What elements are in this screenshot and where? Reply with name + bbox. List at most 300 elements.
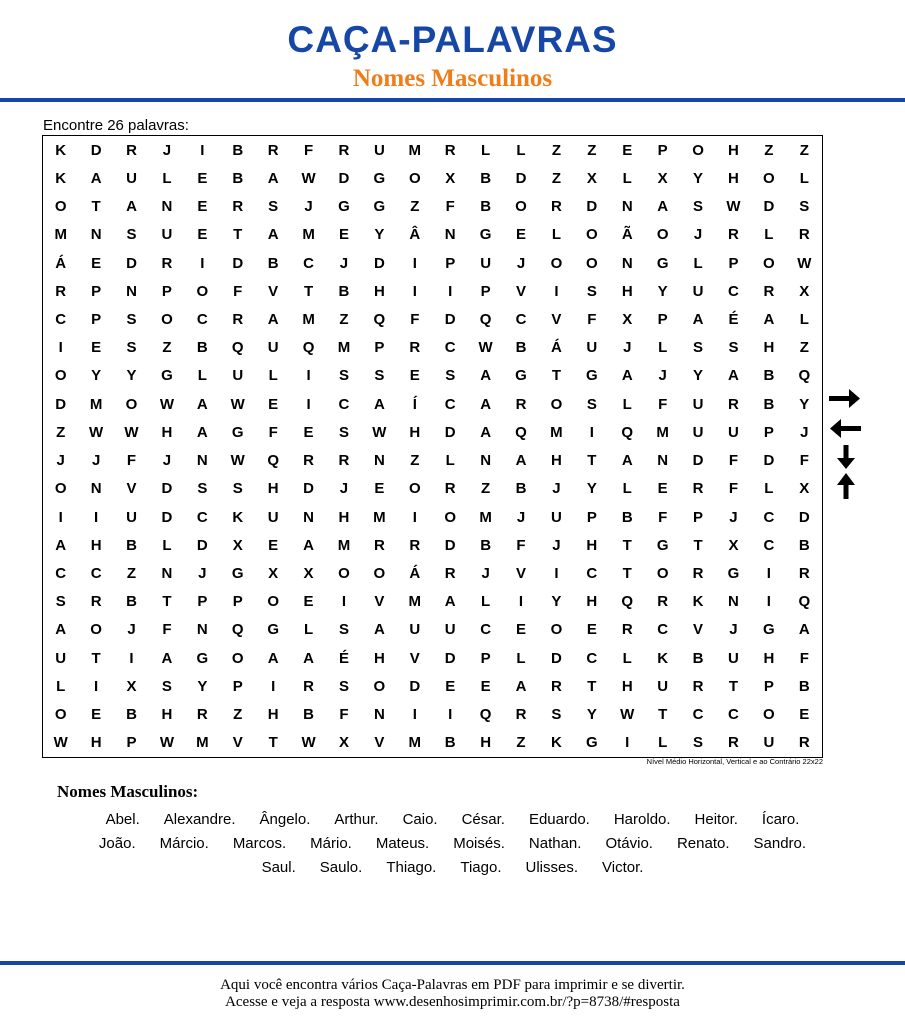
grid-cell: E [197,226,208,244]
grid-cell: I [306,367,311,385]
grid-cell: O [515,198,527,216]
grid-cell: B [196,339,208,357]
grid-cell: V [516,282,527,300]
grid-cell: Á [551,339,562,357]
grid-cell: H [551,452,562,470]
page-subtitle: Nomes Masculinos [352,65,553,92]
grid-cell: E [480,677,491,695]
grid-cell: B [480,198,492,216]
grid-cell: P [657,310,668,328]
grid-cell: D [373,254,385,272]
grid-cell: L [481,141,491,159]
grid-cell: C [657,621,669,639]
grid-cell: W [89,423,104,441]
grid-cell: F [658,395,668,413]
grid-cell: E [657,480,668,498]
grid-cell: Q [621,593,634,611]
grid-cell: U [763,734,775,752]
grid-cell: Q [231,621,244,639]
grid-cell: E [374,480,385,498]
grid-cell: U [55,649,67,667]
grid-cell: J [516,508,526,526]
grid-cell: B [798,677,810,695]
grid-cell: L [445,452,455,470]
grid-cell: X [303,565,314,583]
grid-cell: H [586,593,598,611]
grid-cell: W [372,423,387,441]
grid-cell: X [338,734,349,752]
grid-cell: D [444,423,456,441]
word-item: Tiago. [460,859,502,876]
grid-cell: Z [410,452,420,470]
grid-cell: J [800,423,809,441]
grid-cell: X [232,536,243,554]
grid-cell: E [445,677,456,695]
grid-cell: M [337,339,351,357]
grid-cell: H [763,649,775,667]
grid-cell: É [728,310,739,328]
word-item: Ulisses. [525,859,579,876]
grid-cell: G [656,254,669,272]
grid-cell: W [159,734,174,752]
grid-cell: N [728,593,739,611]
grid-cell: F [339,706,349,724]
grid-cell: O [408,169,421,187]
grid-cell: S [197,480,208,498]
grid-cell: G [585,734,598,752]
grid-cell: A [480,395,492,413]
grid-cell: L [764,226,774,244]
grid-cell: D [798,508,810,526]
grid-cell: Q [479,310,492,328]
grid-cell: X [799,282,810,300]
grid-cell: V [693,621,704,639]
grid-cell: C [303,254,314,272]
grid-cell: G [656,536,669,554]
grid-cell: F [728,480,739,498]
grid-cell: C [90,565,102,583]
grid-cell: I [412,706,417,724]
grid-cell: O [196,282,209,300]
grid-cell: Z [551,141,561,159]
grid-cell: J [693,226,703,244]
grid-cell: E [268,395,279,413]
grid-cell: W [53,734,68,752]
letter-grid [42,135,823,758]
grid-cell: Z [799,141,809,159]
grid-cell: B [515,339,527,357]
grid-cell: M [196,734,209,752]
grid-cell: D [444,310,456,328]
grid-cell: T [622,565,632,583]
grid-cell: O [763,254,775,272]
grid-cell: R [551,677,562,695]
grid-cell: F [799,452,809,470]
grid-cell: A [621,367,633,385]
grid-cell: T [303,282,314,300]
grid-cell: F [126,452,137,470]
grid-cell: Y [586,706,597,724]
word-item: Eduardo. [528,811,590,828]
grid-cell: Z [587,141,597,159]
word-item: Mário. [310,835,352,852]
grid-cell: S [551,706,562,724]
grid-cell: Z [56,423,66,441]
word-item: Thiago. [386,859,437,876]
grid-cell: R [196,706,208,724]
grid-cell: Z [339,310,349,328]
grid-cell: O [231,649,244,667]
arrow-right-icon [829,389,860,408]
grid-cell: E [91,254,102,272]
grid-cell: F [268,423,278,441]
grid-cell: A [126,198,137,216]
grid-cell: Q [798,367,811,385]
grid-cell: E [516,226,527,244]
grid-cell: D [692,452,704,470]
grid-cell: P [197,593,208,611]
grid-cell: W [124,423,139,441]
grid-cell: D [338,169,350,187]
grid-cell: O [656,565,669,583]
grid-cell: G [231,565,244,583]
word-item: Arthur. [334,811,379,828]
grid-cell: T [233,226,243,244]
grid-cell: M [54,226,67,244]
grid-cell: A [480,423,492,441]
grid-cell: D [586,198,598,216]
grid-cell: A [480,367,492,385]
grid-cell: L [268,367,278,385]
grid-cell: E [409,367,420,385]
grid-cell: S [338,677,349,695]
grid-cell: Z [233,706,243,724]
grid-cell: W [726,198,741,216]
grid-cell: Y [586,480,597,498]
grid-cell: O [125,395,138,413]
grid-cell: R [728,226,739,244]
grid-cell: R [232,310,244,328]
grid-cell: S [586,282,597,300]
grid-cell: A [55,621,67,639]
grid-cell: R [373,536,385,554]
grid-cell: L [516,649,526,667]
grid-cell: R [515,395,527,413]
grid-cell: O [161,310,173,328]
grid-cell: O [444,508,457,526]
grid-cell: Y [126,367,137,385]
grid-cell: A [161,649,173,667]
grid-cell: J [56,452,65,470]
grid-cell: G [161,367,173,385]
grid-cell: É [338,649,349,667]
grid-cell: Z [516,734,526,752]
grid-cell: J [552,536,561,554]
grid-cell: B [798,536,810,554]
grid-cell: R [798,734,810,752]
grid-cell: A [196,423,208,441]
grid-cell: J [91,452,101,470]
grid-cell: C [444,395,456,413]
grid-cell: J [623,339,632,357]
grid-cell: E [197,198,208,216]
grid-cell: L [56,677,66,695]
grid-cell: U [373,141,385,159]
grid-cell: R [161,254,173,272]
grid-cell: R [728,734,739,752]
grid-cell: R [692,677,704,695]
grid-cell: H [621,282,633,300]
word-item: Otávio. [605,835,653,852]
grid-cell: Á [55,254,67,272]
grid-cell: B [480,169,492,187]
word-item: Ícaro. [761,811,800,828]
grid-cell: W [301,734,316,752]
grid-cell: Q [621,423,634,441]
page-title: CAÇA-PALAVRAS [287,19,618,60]
grid-cell: P [126,734,137,752]
grid-cell: D [763,452,775,470]
grid-cell: U [267,508,279,526]
grid-cell: S [338,621,349,639]
grid-cell: O [585,226,598,244]
word-item: João. [98,835,136,852]
grid-cell: G [763,621,775,639]
grid-cell: M [408,141,422,159]
grid-cell: J [198,565,207,583]
grid-cell: M [89,395,103,413]
grid-cell: L [799,169,809,187]
direction-arrows [826,385,866,500]
grid-cell: A [763,310,775,328]
grid-cell: U [692,282,704,300]
grid-cell: P [232,593,243,611]
grid-cell: U [692,395,704,413]
word-item: Marcos. [232,835,287,852]
grid-cell: E [91,339,102,357]
grid-cell: H [373,649,385,667]
grid-cell: B [763,395,775,413]
grid-cell: A [515,452,527,470]
grid-cell: A [55,536,67,554]
grid-cell: B [515,480,527,498]
grid-cell: N [621,198,633,216]
grid-cell: A [303,649,314,667]
grid-cell: Q [515,423,527,441]
grid-cell: L [622,395,632,413]
grid-cell: F [445,198,455,216]
grid-cell: E [516,621,527,639]
grid-cell: B [480,536,492,554]
grid-cell: I [271,677,276,695]
grid-cell: P [161,282,172,300]
grid-cell: W [797,254,812,272]
grid-cell: L [658,734,668,752]
grid-cell: J [552,480,561,498]
word-item: César. [461,811,505,828]
grid-cell: N [196,452,208,470]
grid-cell: B [232,141,244,159]
grid-cell: D [161,480,173,498]
grid-cell: B [126,536,137,554]
grid-cell: V [232,734,243,752]
grid-cell: D [444,649,456,667]
grid-cell: D [126,254,137,272]
grid-cell: S [126,310,137,328]
grid-cell: R [409,339,421,357]
grid-cell: T [268,734,278,752]
grid-cell: N [373,452,385,470]
grid-cell: Y [657,282,668,300]
grid-cell: V [268,282,279,300]
grid-cell: K [551,734,562,752]
grid-cell: R [232,198,244,216]
grid-cell: H [728,141,739,159]
grid-cell: O [692,141,704,159]
grid-cell: A [621,452,633,470]
grid-cell: G [515,367,527,385]
grid-cell: U [409,621,421,639]
grid-cell: L [551,226,561,244]
grid-cell: T [587,677,597,695]
grid-cell: J [729,621,738,639]
grid-cell: A [267,169,279,187]
grid-cell: H [267,480,279,498]
word-item: Nathan. [528,835,582,852]
grid-cell: C [196,508,208,526]
grid-cell: W [301,169,316,187]
grid-cell: L [658,339,668,357]
grid-cell: G [479,226,492,244]
grid-cell: A [90,169,102,187]
grid-cell: R [444,141,456,159]
arrow-left-icon [830,419,861,438]
grid-cell: I [412,282,417,300]
grid-cell: C [196,310,208,328]
grid-cell: L [162,536,172,554]
grid-cell: X [445,169,456,187]
grid-cell: P [480,649,491,667]
grid-cell: X [657,169,668,187]
grid-cell: M [373,508,386,526]
grid-cell: P [586,508,597,526]
word-list-row [0,858,905,878]
grid-cell: P [445,254,456,272]
grid-cell: D [763,198,775,216]
grid-cell: P [693,508,704,526]
grid-cell: H [586,536,598,554]
grid-cell: O [550,254,563,272]
grid-cell: J [339,480,349,498]
grid-cell: R [728,395,739,413]
grid-cell: D [196,536,208,554]
word-item: Renato. [676,835,730,852]
grid-cell: Y [693,367,704,385]
grid-cell: Y [91,367,102,385]
grid-cell: E [268,536,279,554]
grid-cell: I [518,593,524,611]
grid-cell: J [729,508,738,526]
grid-cell: N [90,226,102,244]
grid-cell: I [554,282,559,300]
grid-cell: Á [409,565,421,583]
grid-cell: V [409,649,420,667]
grid-cell: B [303,706,314,724]
grid-cell: Y [693,169,704,187]
grid-cell: U [126,169,137,187]
grid-cell: B [444,734,456,752]
grid-cell: O [373,565,386,583]
grid-cell: O [373,677,386,695]
grid-cell: D [515,169,527,187]
grid-cell: H [161,423,173,441]
grid-cell: R [338,452,350,470]
grid-cell: R [444,480,456,498]
grid-cell: R [409,536,421,554]
grid-cell: S [126,226,137,244]
grid-cell: J [339,254,349,272]
grid-cell: H [373,282,385,300]
word-item: Caio. [402,811,438,828]
grid-cell: Z [162,339,172,357]
grid-cell: I [412,254,417,272]
grid-cell: B [621,508,633,526]
grid-cell: Y [374,226,385,244]
word-item: Saul. [261,859,296,876]
word-item: Victor. [602,859,644,876]
grid-cell: X [126,677,137,695]
grid-cell: O [550,395,563,413]
grid-cell: G [267,621,279,639]
grid-cell: I [58,339,63,357]
grid-cell: H [728,169,739,187]
grid-cell: B [126,593,137,611]
grid-cell: O [550,621,563,639]
grid-cell: M [479,508,492,526]
grid-cell: K [232,508,244,526]
grid-cell: A [444,593,456,611]
grid-cell: R [126,141,137,159]
grid-cell: D [551,649,562,667]
grid-cell: N [657,452,669,470]
word-item: Ângelo. [259,811,311,828]
grid-cell: X [268,565,279,583]
grid-cell: O [338,565,350,583]
grid-cell: I [306,395,311,413]
grid-cell: H [267,706,279,724]
grid-cell: O [763,169,775,187]
grid-cell: N [621,254,633,272]
grid-cell: R [798,565,810,583]
grid-cell: S [586,395,597,413]
grid-cell: L [622,480,632,498]
grid-cell: L [622,649,632,667]
grid-cell: J [162,452,172,470]
grid-cell: H [480,734,492,752]
grid-cell: R [444,565,456,583]
grid-cell: A [692,310,704,328]
grid-cell: A [728,367,739,385]
grid-cell: V [374,593,385,611]
grid-cell: P [728,254,739,272]
grid-cell: D [232,254,244,272]
grid-cell: C [338,395,350,413]
grid-cell: W [478,339,493,357]
grid-cell: O [54,198,67,216]
grid-cell: Y [551,593,562,611]
grid-cell: S [268,198,279,216]
grid-cell: M [550,423,563,441]
